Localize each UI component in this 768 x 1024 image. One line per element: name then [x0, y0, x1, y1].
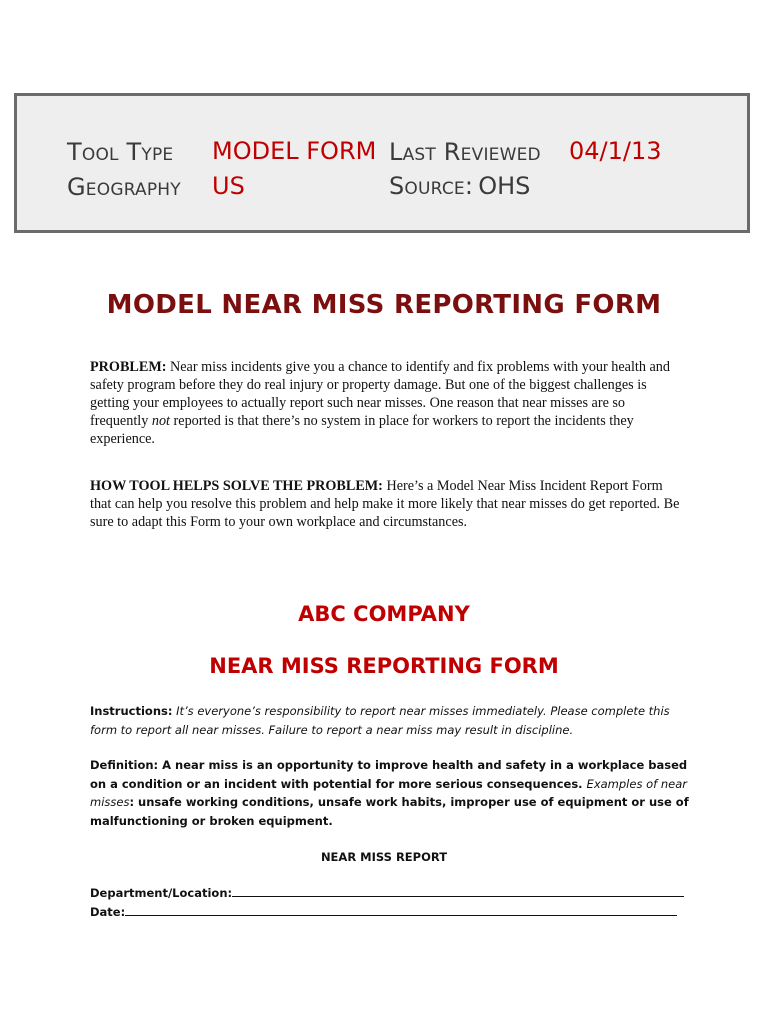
problem-paragraph	[90, 358, 680, 448]
problem-label: PROBLEM:	[90, 359, 167, 375]
how-tool-helps-paragraph	[90, 477, 680, 531]
department-label: Department/Location:	[90, 886, 233, 900]
instructions-text: It’s everyone’s responsibility to report near misses immediately. Please complete this form to report all near misses. Failure to report a near miss may result in discipline.	[90, 704, 670, 737]
department-field[interactable]	[90, 885, 684, 900]
page-title: MODEL NEAR MISS REPORTING FORM	[106, 290, 662, 320]
company-title: ABC COMPANY	[298, 602, 470, 626]
department-fill-line[interactable]	[232, 885, 684, 897]
date-label: Date:	[90, 905, 126, 919]
source-label: Source:	[389, 172, 474, 200]
last-reviewed-value: 04/1/13	[569, 137, 662, 165]
definition-label: Definition:	[90, 758, 159, 772]
source-value: OHS	[478, 172, 531, 200]
definition-examples-label: Examples of near misses	[90, 776, 687, 809]
date-field[interactable]	[90, 904, 677, 919]
source-line	[389, 174, 530, 198]
tool-type-value: MODEL FORM	[212, 137, 377, 165]
how-tool-helps-label: HOW TOOL HELPS SOLVE THE PROBLEM:	[90, 478, 383, 494]
problem-emphasis: not	[151, 413, 170, 429]
report-heading: NEAR MISS REPORT	[320, 850, 448, 864]
definition-text-2: : unsafe working conditions, unsafe work habits, improper use of equipment or use of malfunctioning or broken equipment.	[90, 795, 689, 828]
date-fill-line[interactable]	[125, 904, 677, 916]
definition-text-1: A near miss is an opportunity to improve health and safety in a workplace based on a condition or an incident with potential for more serious consequences.	[90, 758, 688, 791]
header-box	[14, 93, 750, 233]
geography-value: US	[212, 172, 245, 200]
problem-text-1: Near miss incidents give you a chance to identify and fix problems with your health and safety program before they do real injury or property damage. But one of the biggest challenges is getting your employees to actually report such near misses. One reason that near misses are so frequently	[90, 359, 670, 429]
tool-type-label: Tool Type	[67, 138, 174, 166]
geography-label: Geography	[67, 173, 181, 201]
instructions-paragraph	[90, 702, 690, 739]
instructions-label: Instructions:	[90, 704, 173, 718]
definition-paragraph	[90, 756, 690, 830]
problem-text-2: reported is that there’s no system in place for workers to report the incidents they experience.	[90, 413, 634, 447]
last-reviewed-label: Last Reviewed	[389, 138, 541, 166]
how-tool-helps-text: Here’s a Model Near Miss Incident Report Form that can help you resolve this problem and help make it more likely that near misses do get reported. Be sure to adapt this Form to your own workplace and circumstances.	[90, 478, 680, 530]
form-title: NEAR MISS REPORTING FORM	[209, 654, 559, 678]
